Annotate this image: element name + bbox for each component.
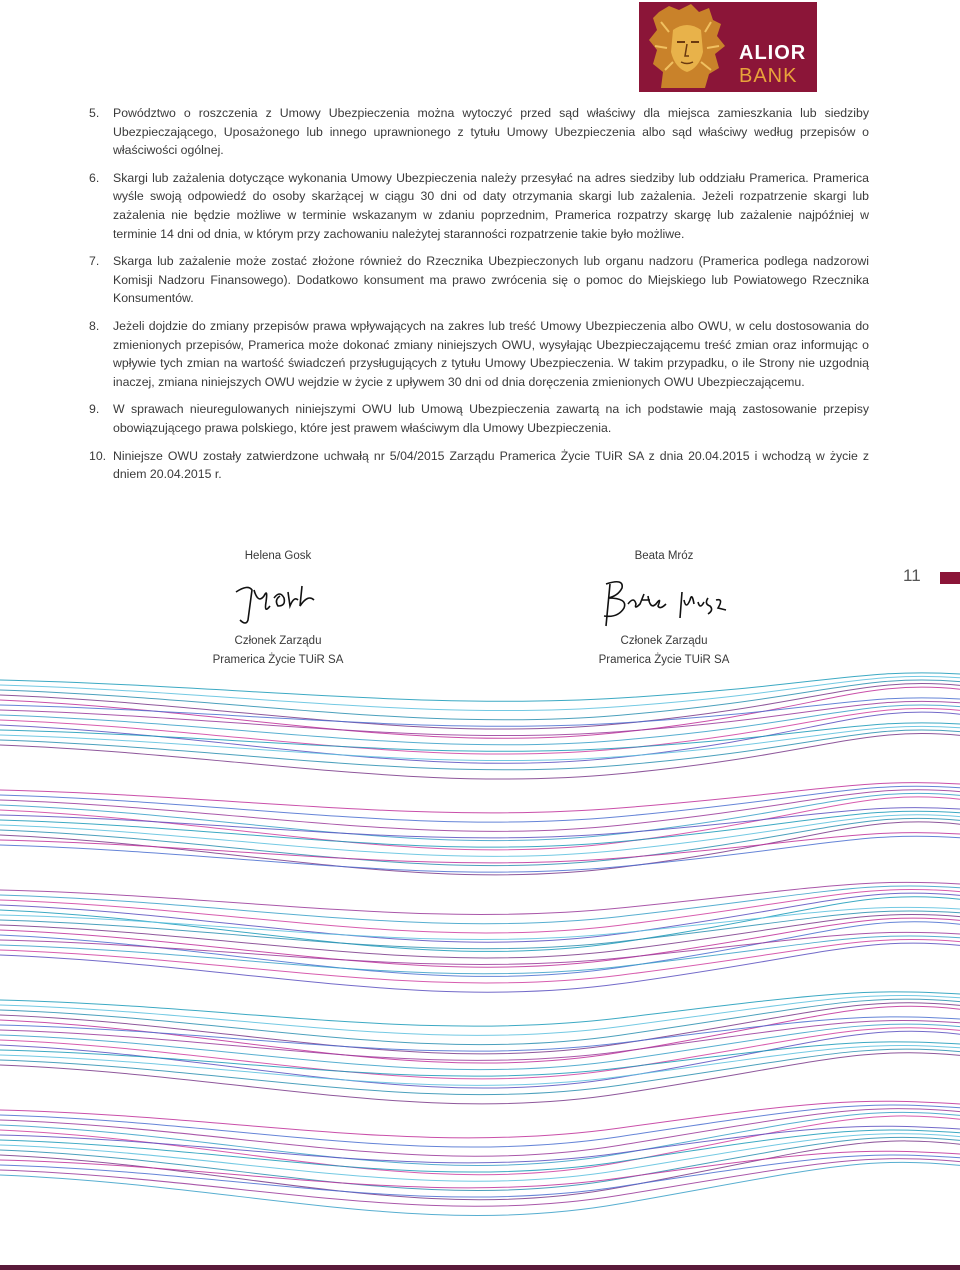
page-number: 11 bbox=[903, 566, 921, 585]
item-number: 9. bbox=[89, 402, 100, 417]
wave-line bbox=[0, 797, 960, 850]
wave-line bbox=[0, 836, 960, 872]
decorative-wave-lines bbox=[0, 660, 960, 1270]
wave-line bbox=[0, 936, 960, 974]
item-number: 7. bbox=[89, 254, 100, 269]
item-text: Jeżeli dojdzie do zmiany przepisów prawa wpływających na zakres lub treść Umowy Ubezpieczenia albo OWU, w celu dostosowania do zmienionych przepisów, Pramerica może dokonać zmiany niniejszych OWU, wysyłając Ubezpieczającemu treść zmian oraz informując o wpływie tych zmian na wartość świadczeń przysługujących z tytułu Umowy Ubezpieczenia. W takim przypadku, o ile Strony nie uzgodnią inaczej, zmiana niniejszych OWU wejdzie w życie z upływem 30 dni od dnia doręczenia zmienionych OWU Ubezpieczającemu. bbox=[113, 318, 869, 389]
signatory-role: Członek Zarządu bbox=[620, 635, 708, 647]
signature-block-1 bbox=[168, 550, 388, 670]
item-number: 5. bbox=[89, 106, 100, 120]
list-item bbox=[89, 252, 869, 308]
wave-line bbox=[0, 1134, 960, 1182]
handwritten-signature-icon bbox=[584, 570, 744, 630]
signatory-name: Helena Gosk bbox=[244, 550, 312, 562]
wave-line bbox=[0, 1105, 960, 1147]
handwritten-signature-icon bbox=[218, 570, 338, 630]
logo-text-alior: ALIOR bbox=[739, 42, 807, 64]
logo-face-icon bbox=[639, 2, 735, 92]
page-marker-bar bbox=[940, 572, 960, 584]
wave-line bbox=[0, 698, 960, 727]
signatory-company: Pramerica Życie TUiR SA bbox=[212, 654, 344, 666]
wave-line bbox=[0, 822, 960, 875]
wave-line bbox=[0, 726, 960, 760]
item-number: 10. bbox=[89, 448, 107, 463]
wave-line bbox=[0, 673, 960, 702]
item-text: W sprawach nieuregulowanych niniejszymi OWU lub Umową Ubezpieczenia zawartą na ich podstawie mają zastosowanie przepisy obowiązującego prawa polskiego, które jest prawem właściwym dla Umowy Ubezpieczenia. bbox=[113, 402, 869, 435]
wave-line bbox=[0, 1006, 960, 1063]
wave-line bbox=[0, 889, 960, 933]
signatory-role: Członek Zarządu bbox=[234, 635, 322, 647]
wave-line bbox=[0, 911, 960, 949]
wave-line bbox=[0, 1162, 960, 1215]
item-text: Niniejsze OWU zostały zatwierdzone uchwałą nr 5/04/2015 Zarządu Pramerica Życie TUiR SA z dnia 20.04.2015 i wchodzą w życie z dniem 20.04.2015 r. bbox=[113, 448, 869, 482]
list-item bbox=[89, 400, 869, 437]
list-item bbox=[89, 169, 869, 243]
list-item bbox=[89, 447, 869, 484]
wave-line bbox=[0, 882, 960, 914]
wave-line bbox=[0, 995, 960, 1035]
wave-line bbox=[0, 833, 960, 863]
list-item bbox=[89, 104, 869, 160]
footer-bar bbox=[0, 1265, 960, 1270]
wave-line bbox=[0, 1042, 960, 1076]
item-text: Skargi lub zażalenia dotyczące wykonania Umowy Ubezpieczenia należy przesyłać na adres siedziby lub oddziału Pramerica. Pramerica wyśle swoją odpowiedź do osoby skarżącej w ciągu 30 dni od daty otrzymania skargi lub zażalenia. Jeżeli rozpatrzenie skargi lub zażalenia nie będzie możliwe w terminie wskazanym w zdaniu poprzednim, Pramerica rozpatrzy skargę lub zażalenie najpóźniej w terminie 14 dni od dnia, w którym przy zachowaniu należytej staranności rozpatrzenie takie było możliwe. bbox=[113, 170, 869, 241]
terms-list bbox=[89, 104, 869, 493]
item-number: 8. bbox=[89, 318, 100, 333]
wave-line bbox=[0, 723, 960, 752]
logo-text-bank: BANK bbox=[739, 65, 798, 87]
signatory-company: Pramerica Życie TUiR SA bbox=[598, 654, 730, 666]
item-text: Skarga lub zażalenie może zostać złożone również do Rzecznika Ubezpieczonych lub organu nadzoru (Pramerica podlega nadzorowi Komisji Nadzoru Finansowego). Dodatkowo konsument ma prawo zwrócenia się o pomoc do Miejskiego lub Powiatowego Rzecznika Konsumentów. bbox=[113, 254, 869, 306]
wave-line bbox=[0, 1031, 960, 1088]
item-number: 6. bbox=[89, 170, 100, 185]
wave-line bbox=[0, 886, 960, 924]
list-item bbox=[89, 317, 869, 391]
signature-block-2 bbox=[554, 550, 774, 670]
wave-line bbox=[0, 818, 960, 865]
alior-bank-logo bbox=[639, 2, 817, 92]
signatory-name: Beata Mróz bbox=[634, 550, 694, 562]
item-text: Powództwo o roszczenia z Umowy Ubezpieczenia można wytoczyć przed sąd właściwy dla miejsca zamieszkania lub siedziby Ubezpieczającego, Uposażonego lub innego uprawnionego z tytułu Umowy Ubezpieczenia albo sąd właściwy według przepisów o właściwości ogólnej. bbox=[113, 106, 869, 158]
